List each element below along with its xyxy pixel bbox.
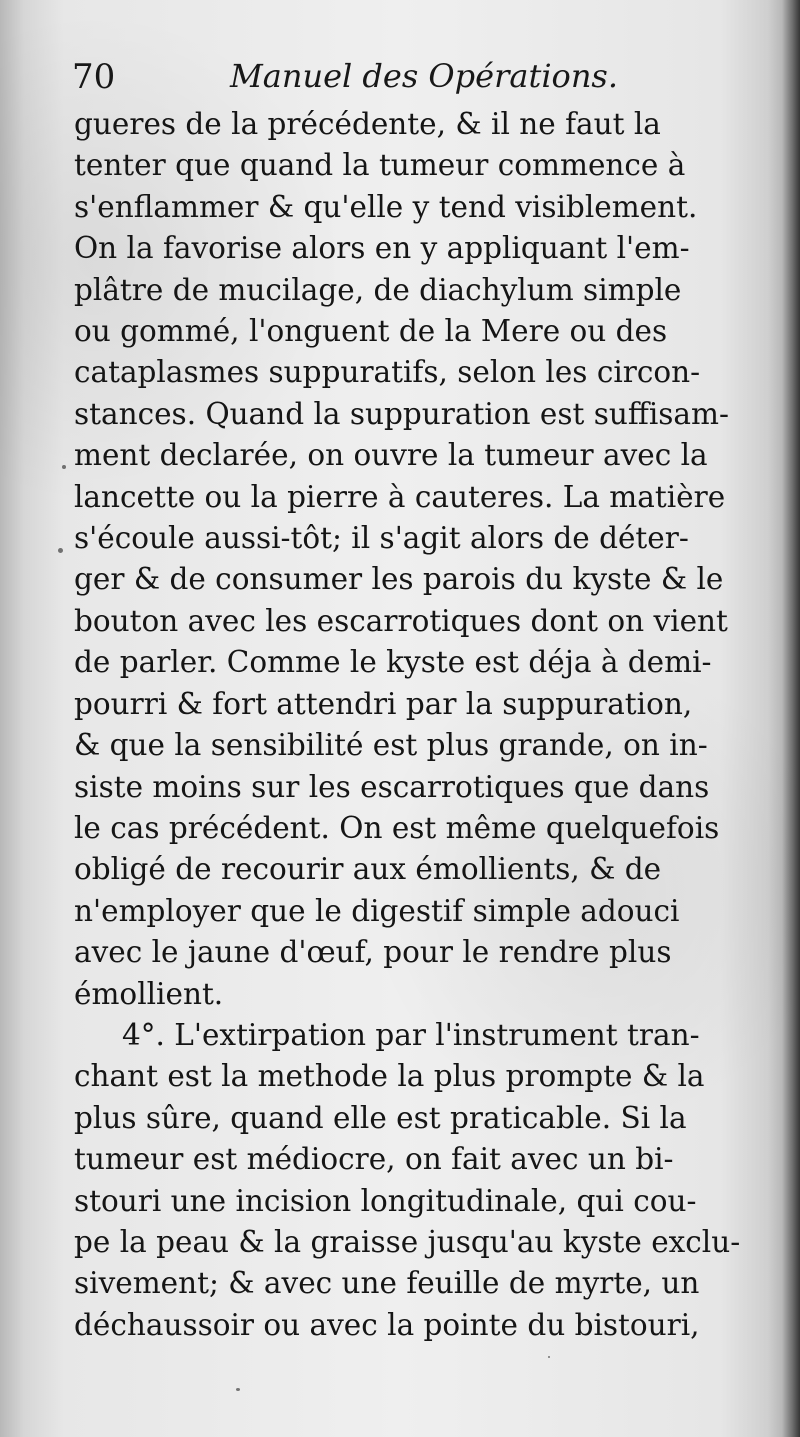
text-line-16: & que la sensibilité est plus grande, on in-: [74, 728, 708, 763]
text-line-2: tenter que quand la tumeur commence à: [74, 148, 686, 183]
text-line-8: stances. Quand la suppuration est suffisam-: [74, 396, 729, 431]
text-line-9: ment declarée, on ouvre la tumeur avec la: [74, 438, 708, 473]
text-line-1: gueres de la précédente, & il ne faut la: [74, 107, 661, 141]
text-line-7: cataplasmes suppuratifs, selon les circon-: [74, 355, 701, 390]
text-line-21: avec le jaune d'œuf, pour le rendre plus: [74, 935, 672, 970]
running-title: Manuel des Opérations.: [230, 57, 619, 95]
text-line-23: 4°. L'extirpation par l'instrument tran-: [122, 1017, 700, 1052]
text-line-28: pe la peau & la graisse jusqu'au kyste exclu-: [74, 1224, 741, 1259]
text-line-27: stouri une incision longitudinale, qui cou-: [74, 1183, 697, 1218]
text-line-29: sivement; & avec une feuille de myrte, un: [74, 1266, 700, 1301]
text-line-5: plâtre de mucilage, de diachylum simple: [74, 272, 682, 307]
ink-speck: [62, 465, 66, 469]
ink-speck: [58, 548, 63, 553]
text-line-10: lancette ou la pierre à cauteres. La matière: [74, 479, 726, 514]
text-line-4: On la favorise alors en y appliquant l'em-: [74, 231, 690, 266]
text-line-20: n'employer que le digestif simple adouci: [74, 893, 680, 928]
text-line-24: chant est la methode la plus prompte & la: [74, 1059, 705, 1094]
text-line-3: s'enflammer & qu'elle y tend visiblement.: [74, 189, 698, 224]
page-number: 70: [72, 57, 116, 97]
text-line-17: siste moins sur les escarrotiques que dans: [74, 769, 710, 804]
text-line-15: pourri & fort attendri par la suppuration,: [74, 686, 693, 721]
ink-speck: [236, 1388, 240, 1391]
text-line-19: obligé de recourir aux émollients, & de: [74, 852, 662, 887]
text-line-22: émollient.: [74, 976, 224, 1011]
text-line-14: de parler. Comme le kyste est déja à demi-: [74, 645, 712, 680]
text-line-6: ou gommé, l'onguent de la Mere ou des: [74, 314, 668, 349]
text-line-13: bouton avec les escarrotiques dont on vient: [74, 603, 728, 638]
text-line-18: le cas précédent. On est même quelquefois: [74, 810, 720, 845]
page-header: [72, 57, 752, 105]
text-line-11: s'écoule aussi-tôt; il s'agit alors de déter-: [74, 521, 689, 556]
text-line-12: ger & de consumer les parois du kyste & le: [74, 562, 724, 597]
ink-speck: [548, 1356, 550, 1358]
body-text: [74, 104, 760, 1346]
text-line-25: plus sûre, quand elle est praticable. Si la: [74, 1100, 687, 1135]
text-line-30: déchaussoir ou avec la pointe du bistouri,: [74, 1307, 700, 1342]
text-line-26: tumeur est médiocre, on fait avec un bi-: [74, 1142, 674, 1177]
